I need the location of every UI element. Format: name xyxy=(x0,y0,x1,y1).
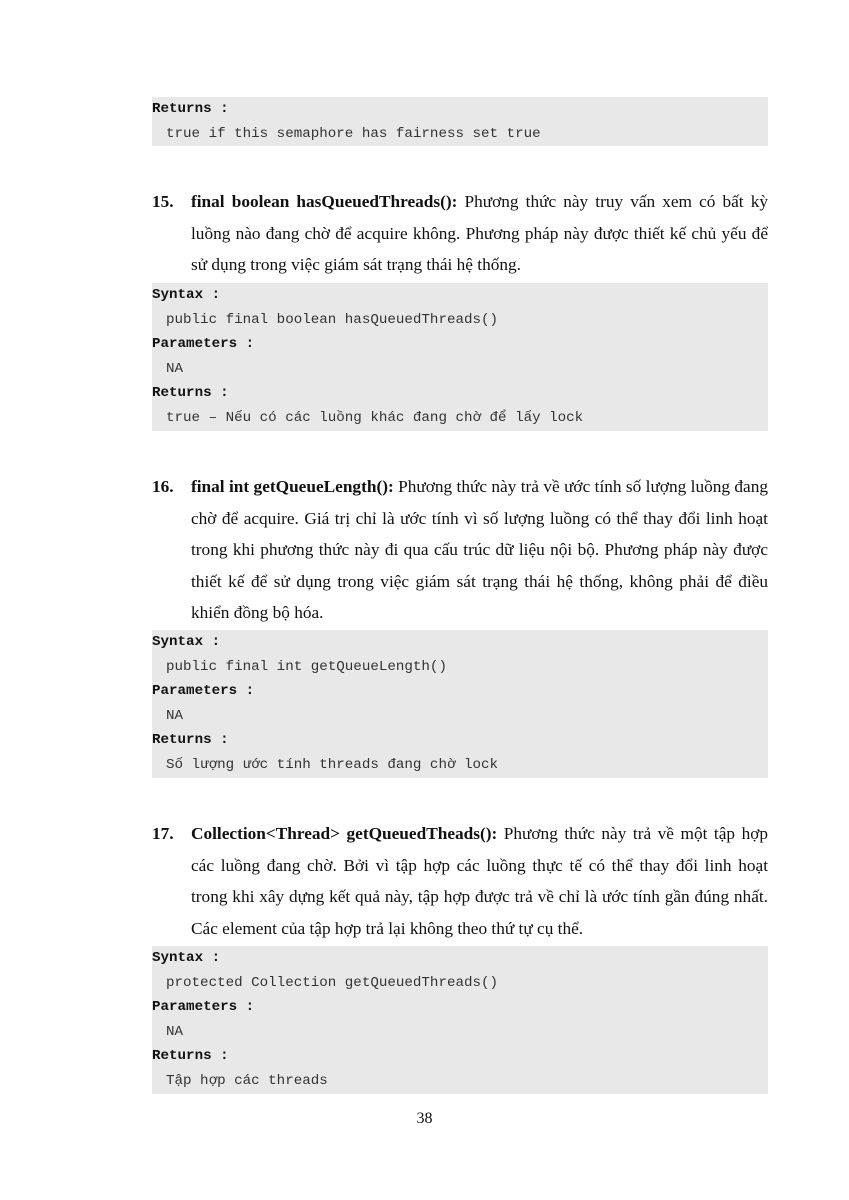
method-description: Phương thức này trả về ước tính số lượng luồng đang chờ để acquire. Giá trị chỉ là ước tính vì số lượng luồng có thể thay đổi linh hoạt trong khi phương thức này đi qua cấu trúc dữ liệu nội bộ. Phương pháp này được thiết kế để sử dụng trong việc giám sát trạng thái hệ thống, không phải để điều khiển đồng bộ hóa. xyxy=(191,477,768,622)
method-signature: final int getQueueLength(): xyxy=(191,477,394,496)
code-block-fairness-returns xyxy=(152,97,768,146)
item-body xyxy=(191,471,768,629)
returns-label: Returns : xyxy=(152,732,229,749)
method-description: Phương thức này trả về một tập hợp các luồng đang chờ. Bởi vì tập hợp các luồng thực tế có thể thay đổi linh hoạt trong khi xây dựng kết quả này, tập hợp được trả về chỉ là ước tính gần đúng nhất. Các element của tập hợp trả lại không theo thứ tự cụ thể. xyxy=(191,824,768,938)
returns-value: true – Nếu có các luồng khác đang chờ để lấy lock xyxy=(166,409,584,426)
returns-label: Returns : xyxy=(152,385,229,402)
method-signature: Collection<Thread> getQueuedTheads(): xyxy=(191,824,498,843)
returns-value: Tập hợp các threads xyxy=(166,1072,328,1089)
item-body xyxy=(191,186,768,281)
syntax-value: public final boolean hasQueuedThreads() xyxy=(166,311,499,328)
method-item-17 xyxy=(152,818,768,944)
parameters-value: NA xyxy=(166,360,184,377)
syntax-label: Syntax : xyxy=(152,287,221,303)
parameters-value: NA xyxy=(166,1023,184,1040)
code-block-hasqueuedthreads xyxy=(152,283,768,431)
syntax-value: public final int getQueueLength() xyxy=(166,658,447,675)
parameters-value: NA xyxy=(166,707,184,724)
item-number: 15. xyxy=(152,192,174,211)
item-number: 16. xyxy=(152,477,174,496)
syntax-label: Syntax : xyxy=(152,634,221,650)
returns-value: Số lượng ước tính threads đang chờ lock xyxy=(166,756,499,773)
method-item-16 xyxy=(152,471,768,629)
method-description: Phương thức này truy vấn xem có bất kỳ luồng nào đang chờ để acquire không. Phương pháp này được thiết kế chủ yếu để sử dụng trong việc giám sát trạng thái hệ thống. xyxy=(191,192,768,274)
parameters-label: Parameters : xyxy=(152,999,255,1016)
parameters-label: Parameters : xyxy=(152,683,255,700)
item-body xyxy=(191,818,768,944)
returns-label: Returns : xyxy=(152,1048,229,1065)
syntax-label: Syntax : xyxy=(152,950,221,966)
page-number: 38 xyxy=(416,1110,433,1127)
returns-value: true if this semaphore has fairness set true xyxy=(166,125,541,142)
returns-label: Returns : xyxy=(152,101,229,117)
syntax-value: protected Collection getQueuedThreads() xyxy=(166,974,499,991)
method-item-15 xyxy=(152,186,768,281)
parameters-label: Parameters : xyxy=(152,336,255,353)
item-number: 17. xyxy=(152,824,174,843)
method-signature: final boolean hasQueuedThreads(): xyxy=(191,192,458,211)
code-block-getqueuelength xyxy=(152,630,768,778)
code-block-getqueuedthreads xyxy=(152,946,768,1094)
